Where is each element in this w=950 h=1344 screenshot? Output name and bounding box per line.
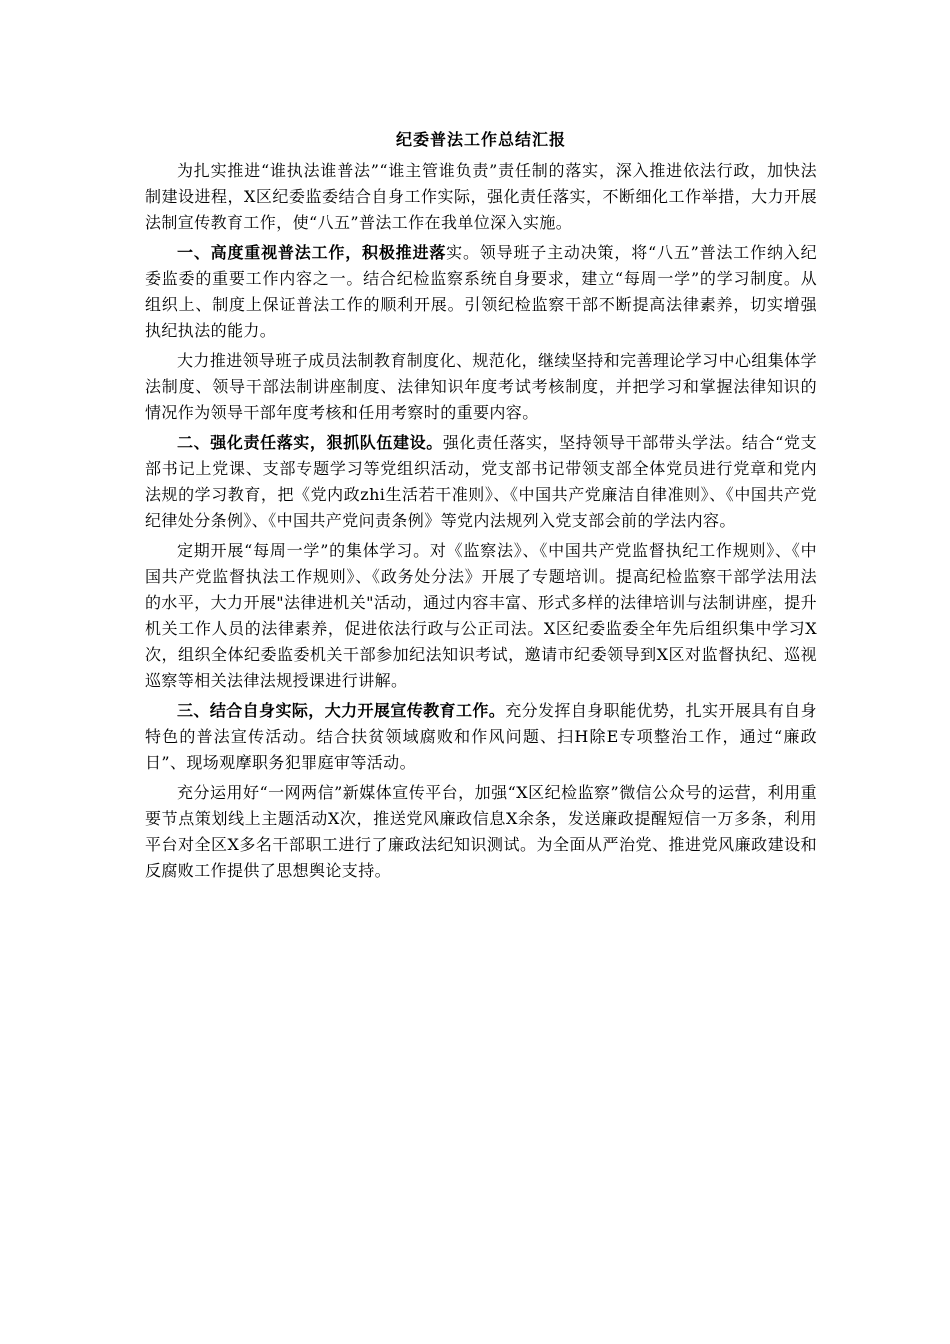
section2-paragraph-2: 定期开展“每周一学”的集体学习。对《监察法》、《中国共产党监督执纪工作规则》、《中国共产党监督执法工作规则》、《政务处分法》开展了专题培训。提高纪检监察干部学法用法的水平，大力开展"法律进机关"活动，通过内容丰富、形式多样的法律培训与法制讲座，提升机关工作人员的法律素养，促进依法行政与公正司法。X区纪委监委全年先后组织集中学习X次，组织全体纪委监委机关干部参加纪法知识考试，邀请市纪委领导到X区对监督执纪、巡视巡察等相关法律法规授课进行讲解。 (145, 541, 817, 690)
section1-paragraph (145, 240, 817, 344)
section1-paragraph-2: 大力推进领导班子成员法制教育制度化、规范化，继续坚持和完善理论学习中心组集体学法制度、领导干部法制讲座制度、法律知识年度考试考核制度，并把学习和掌握法律知识的情况作为领导干部年度考核和任用考察时的重要内容。 (145, 351, 817, 422)
document-page (145, 130, 817, 888)
document-title: 纪委普法工作总结汇报 (395, 130, 566, 149)
section1-heading: 一、高度重视普法工作，积极推进落 (177, 243, 447, 262)
section2-text: 强化责任落实，坚持领导干部带头学法。结合“党支部书记上党课、支部专题学习等党组织活动，党支部书记带领支部全体党员进行党章和党内法规的学习教育，把《党内政zhi生活若干准则》、《中国共产党廉洁自律准则》、《中国共产党纪律处分条例》、《中国共产党问责条例》等党内法规列入党支部会前的学法内容。 (145, 433, 817, 530)
section3-text: 充分发挥自身职能优势，扎实开展具有自身特色的普法宣传活动。结合扶贫领域腐败和作风问题、扫H除E专项整治工作，通过“廉政日”、现场观摩职务犯罪庭审等活动。 (145, 701, 817, 772)
section3-paragraph (145, 698, 817, 776)
section2-heading: 二、强化责任落实，狠抓队伍建设。 (177, 433, 443, 452)
section3-paragraph-2: 充分运用好“一网两信”新媒体宣传平台，加强“X区纪检监察”微信公众号的运营，利用重要节点策划线上主题活动X次，推送党风廉政信息X余条，发送廉政提醒短信一万多条，利用平台对全区X多名干部职工进行了廉政法纪知识测试。为全面从严治党、推进党风廉政建设和反腐败工作提供了思想舆论支持。 (145, 783, 817, 880)
section2-paragraph (145, 430, 817, 534)
section3-heading: 三、结合自身实际，大力开展宣传教育工作。 (177, 701, 506, 720)
intro-paragraph: 为扎实推进“谁执法谁普法”“谁主管谁负责”责任制的落实，深入推进依法行政，加快法制建设进程，X区纪委监委结合自身工作实际，强化责任落实，不断细化工作举措，大力开展法制宣传教育工作，使“八五”普法工作在我单位深入实施。 (145, 161, 817, 232)
section1-text: 实。领导班子主动决策，将“八五”普法工作纳入纪委监委的重要工作内容之一。结合纪检监察系统自身要求，建立“每周一学”的学习制度。从组织上、制度上保证普法工作的顺利开展。引领纪检监察干部不断提高法律素养，切实增强执纪执法的能力。 (145, 243, 817, 340)
